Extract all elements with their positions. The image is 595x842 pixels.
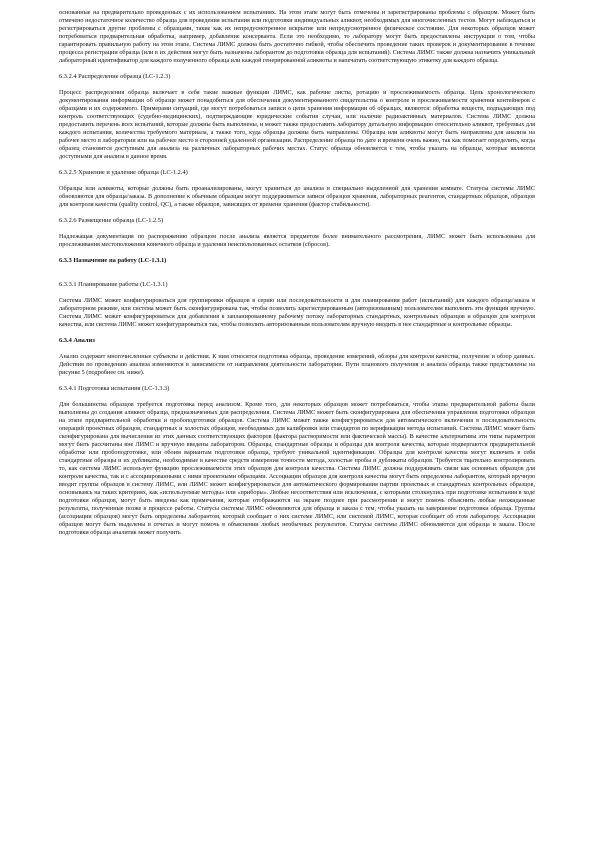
spacer — [59, 81, 535, 89]
spacer — [59, 209, 535, 217]
spacer — [59, 249, 535, 257]
section-heading: 6.3.2.5 Хранение и удаление образца (LC-1.2.4) — [59, 169, 188, 176]
spacer — [59, 177, 535, 185]
section-heading: 6.3.2.6 Размещение образца (LC-1.2.5) — [59, 217, 164, 224]
paragraph: Для большинства образцов требуется подготовка перед анализом. Кроме того, для некоторых образцов может потребоваться, чтобы этапы предварительной работы были выполнены до создания аликвот образца, предназначенных для распределения. Система ЛИМС может быть сконфигурирована для обеспечения управления подготовки образцов на этапе предварительной обработки и пробоподготовки образцов. Система ЛИМС может также конфигурироваться для автоматического включения в последовательность операций проектных образцов, стандартных и холостых образцов, необходимых для калибровки или стандартов по верификации метода испытаний. Система ЛИМС может быть сконфигурирована для вычисления из этих данных соответствующих факторов (фактора растворимости или фактической массы). В качестве альтернативы эти типы параметров могут быть рассчитаны вне ЛИМС и вручную введены лаборатором. Образцы, стандартные образцы и образцы для контроля качества, которые подвергаются предварительной обработке или пробоподготовке, или обоим вариантам подготовки образца, требуют уникальной идентификации. Образцы для контроля качества могут включать в себя стандартные образцы и их дубликаты, необходимые в качестве средств измерения точности метода, холостые пробы и дубликаты образцов. Требуется тщательно контролировать то, как система ЛИМС использует функцию прослеживаемости этих образцов для контроля качества. Система ЛИМС должна поддерживать связи как основных образцов для контроля качества, так и с ассоциированными с ними проектными образцами. Ассоциации образцов для контроля качества могут быть определены лаборантом, который вручную вводит группы образцов в систему ЛИМС, или ЛИМС может конфигурироваться для автоматического формирования партии проектных и стандартных контрольных образцов, основываясь на таких критериях, как «используемые методы» или «приборы». Любые несоответствия или исключения, с которыми столкнулись при подготовке испытания в ходе подготовки образцов, могут быть введены как примечания, которые отображаются на экране позднее при рассмотрении и могут помочь объяснить любые неожиданные результаты, полученные позже в процессе работы. Статусы системы ЛИМС обновляются для образца и заказа с тем, чтобы указать на завершение подготовки образца. Группы (ассоциации образцов) могут быть определены лаборантом, который сообщает о них системе ЛИМС, или системой ЛИМС, которая сообщает об этом лаборатору. Ассоциации образцов могут быть выделены в отчетах и могут помочь в объяснении любых необычных результатов. Статусы системы ЛИМС обновляются для образца и заказа. После подготовки образца аналитик может получить — [59, 401, 535, 536]
section-heading: 6.3.4 Анализ — [59, 337, 95, 344]
spacer — [59, 345, 535, 353]
paragraph: Образцы или аликвоты, которые должны быть проанализированы, могут храниться до анализа в специально выделенной для хранения комнате. Статусы системы ЛИМС обновляются для образца/заказа. В дополнение к обычным образцам могут поддерживаться записи образцов хранения, лабораторных реагентов, стандартных образцов, образцов для контроля качества (quality control, QC), а также образцов, зависящих от времени хранения (фактор стабильности). — [59, 185, 535, 208]
spacer — [59, 265, 535, 273]
spacer — [59, 65, 535, 73]
paragraph: Надлежащая документация по распоряжению образцом после анализа является предметом более внимательного рассмотрения, ЛИМС может быть использована для прослеживания местоположения конечного образца и удаления неиспользованных остатков (сбросов). — [59, 233, 535, 248]
spacer — [59, 273, 535, 281]
spacer — [59, 161, 535, 169]
spacer — [59, 377, 535, 385]
spacer — [59, 225, 535, 233]
spacer — [59, 393, 535, 401]
spacer — [59, 289, 535, 297]
paragraph: Система ЛИМС может конфигурироваться для группировки образцов в серию или последовательности и для планирования работ (испытаний) для каждого образца/заказа в лабораторном режиме, или система может быть сконфигурирована так, чтобы позволить зарегистрированным (авторизованным) пользователям выполнять эти функции вручную. Система ЛИМС может конфигурироваться для добавления к запланированному рабочему потоку лабораторных стандартных, контрольных образцов и образцов для контроля качества, или система ЛИМС может конфигурироваться так, чтобы позволить авторизованным пользователям вручную вводить в нее стандартные и контрольные образцы. — [59, 297, 535, 328]
section-heading: 6.3.2.4 Распределение образца (LC-1.2.3) — [59, 73, 171, 80]
paragraph: основанные на предварительно проведенных с их использованием испытаниях. На этом этапе могут быть отмечены и зарегистрированы проблемы с образцом. Может быть отмечено недостаточное количество образца для проведения испытания или подготовки индивидуальных аликвот, необходимых для многочисленных тестов. Могут наблюдаться и регистрироваться другие проблемы с образцами, такие как их непредусмотренное вскрытие или непредусмотренное физическое состояние. Для некоторых образцов может потребоваться предварительная обработка, например, добавление консерванта. Если это необходимо, то лаборатору могут быть предоставлены инструкции о том, чтобы гарантировать правильную работу на этом этапе. Система ЛИМС должна быть достаточно гибкой, чтобы обеспечить проведение таких проверок и документирование в течение процесса регистрации образца (или в их действия могут быть назначены лаборантом до подготовки образца для испытаний). Система ЛИМС также должна назначить уникальный лабораторный идентификатор для каждого полученного образца или каждой генерированной аликвоты и напечатать соответствующую этикетку для каждого образца. — [59, 9, 535, 64]
paragraph: Процесс распределения образца включает в себя такие важные функции ЛИМС, как рабочие листы, ротацию и прослеживаемость образца. Цепь хронологического документирования информации об образце может понадобиться для обеспечения документированного свидетельства о контроле и прослеживаемости хранения контейнеров с образцами и их содержимого. Примерами ситуаций, где могут потребоваться записи о цепи хранения информации об образцах, являются: обработка веществ, подпадающих под контроль соответствующих (судебно-медицинских), подтверждающие юридические события случаи, или наличие радиоактивных материалов. Система ЛИМС должна предоставить перечень всех испытаний, которые должны быть выполнены, и может также предоставить лаборатору детальную информацию относительно аликвот, требуемых для каждого испытания, количества требуемого материала, а также того, куда образцы должны быть направлены. Образцы или аликвоты могут быть направлены для анализа на рабочее место в лаборатории или на рабочее место в сторонней удаленной организации. Распределение образца по дате и времени очень важно, так как помогает определить, когда образец становится доступным для анализа на различных лабораторных рабочих местах. Статус образца обновляется с тем, чтобы указать на образцы, которые являются доступными для анализа в данное время. — [59, 89, 535, 160]
paragraph: Анализ содержит многочисленные субъекты и действия. К ним относятся подготовка образца, проведение измерений, обзоры для контроля качества, получение и обзор данных. Действия по проведению анализа изменяются в зависимости от направления деятельности лаборатории. Пути планового получения и анализа образца также представлены на рисунке 5 (подробнее см. ниже). — [59, 353, 535, 376]
section-heading: 6.3.3 Назначение на работу (LC-1.3.1) — [59, 257, 167, 264]
section-heading: 6.3.4.1 Подготовка испытания (LC-1.3.3) — [59, 385, 170, 392]
section-heading: 6.3.3.1 Планирование работы (LC-1.3.1) — [59, 281, 168, 288]
spacer — [59, 329, 535, 337]
